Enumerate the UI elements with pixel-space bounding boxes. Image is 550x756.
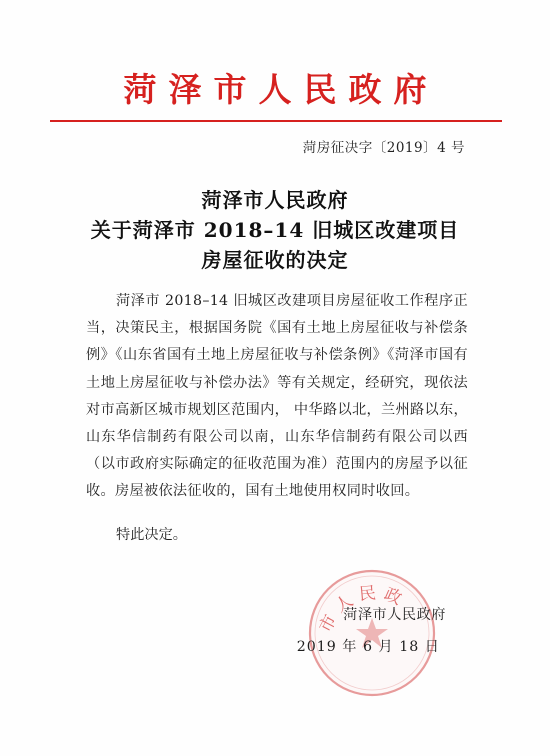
issuing-authority-header: 菏泽市人民政府 bbox=[123, 70, 439, 109]
closing-statement: 特此决定。 bbox=[116, 527, 187, 543]
document-title-line-2: 关于菏泽市 2018–14 旧城区改建项目 bbox=[90, 218, 460, 242]
official-seal-stamp bbox=[305, 566, 439, 700]
document-title-line-3: 房屋征收的决定 bbox=[201, 248, 349, 272]
seal-text: 市人民政 bbox=[315, 582, 411, 636]
signing-date: 2019 年 6 月 18 日 bbox=[296, 639, 440, 655]
body-paragraph: 菏泽市 2018–14 旧城区改建项目房屋征收工作程序正当，决策民主，根据国务院《国有土地上房屋征收与补偿条例》《山东省国有土地上房屋征收与补偿条例》《菏泽市国有土地上房屋征收与补偿办法》等有关规定，经研究，现依法对市高新区城市规划区范围内， 中华路以北，兰州路以东，山东华信制药有限公司以南，山东华信制药有限公司以西（以市政府实际确定的征收范围为准）范围内的房屋予以征收。房屋被依法征收的，国有土地使用权同时收回。 bbox=[86, 293, 468, 500]
red-header-rule bbox=[50, 120, 502, 122]
signing-authority: 菏泽市人民政府 bbox=[343, 607, 446, 623]
document-number: 菏房征决字〔2019〕4 号 bbox=[302, 140, 465, 156]
document-title-line-1: 菏泽市人民政府 bbox=[201, 188, 349, 212]
